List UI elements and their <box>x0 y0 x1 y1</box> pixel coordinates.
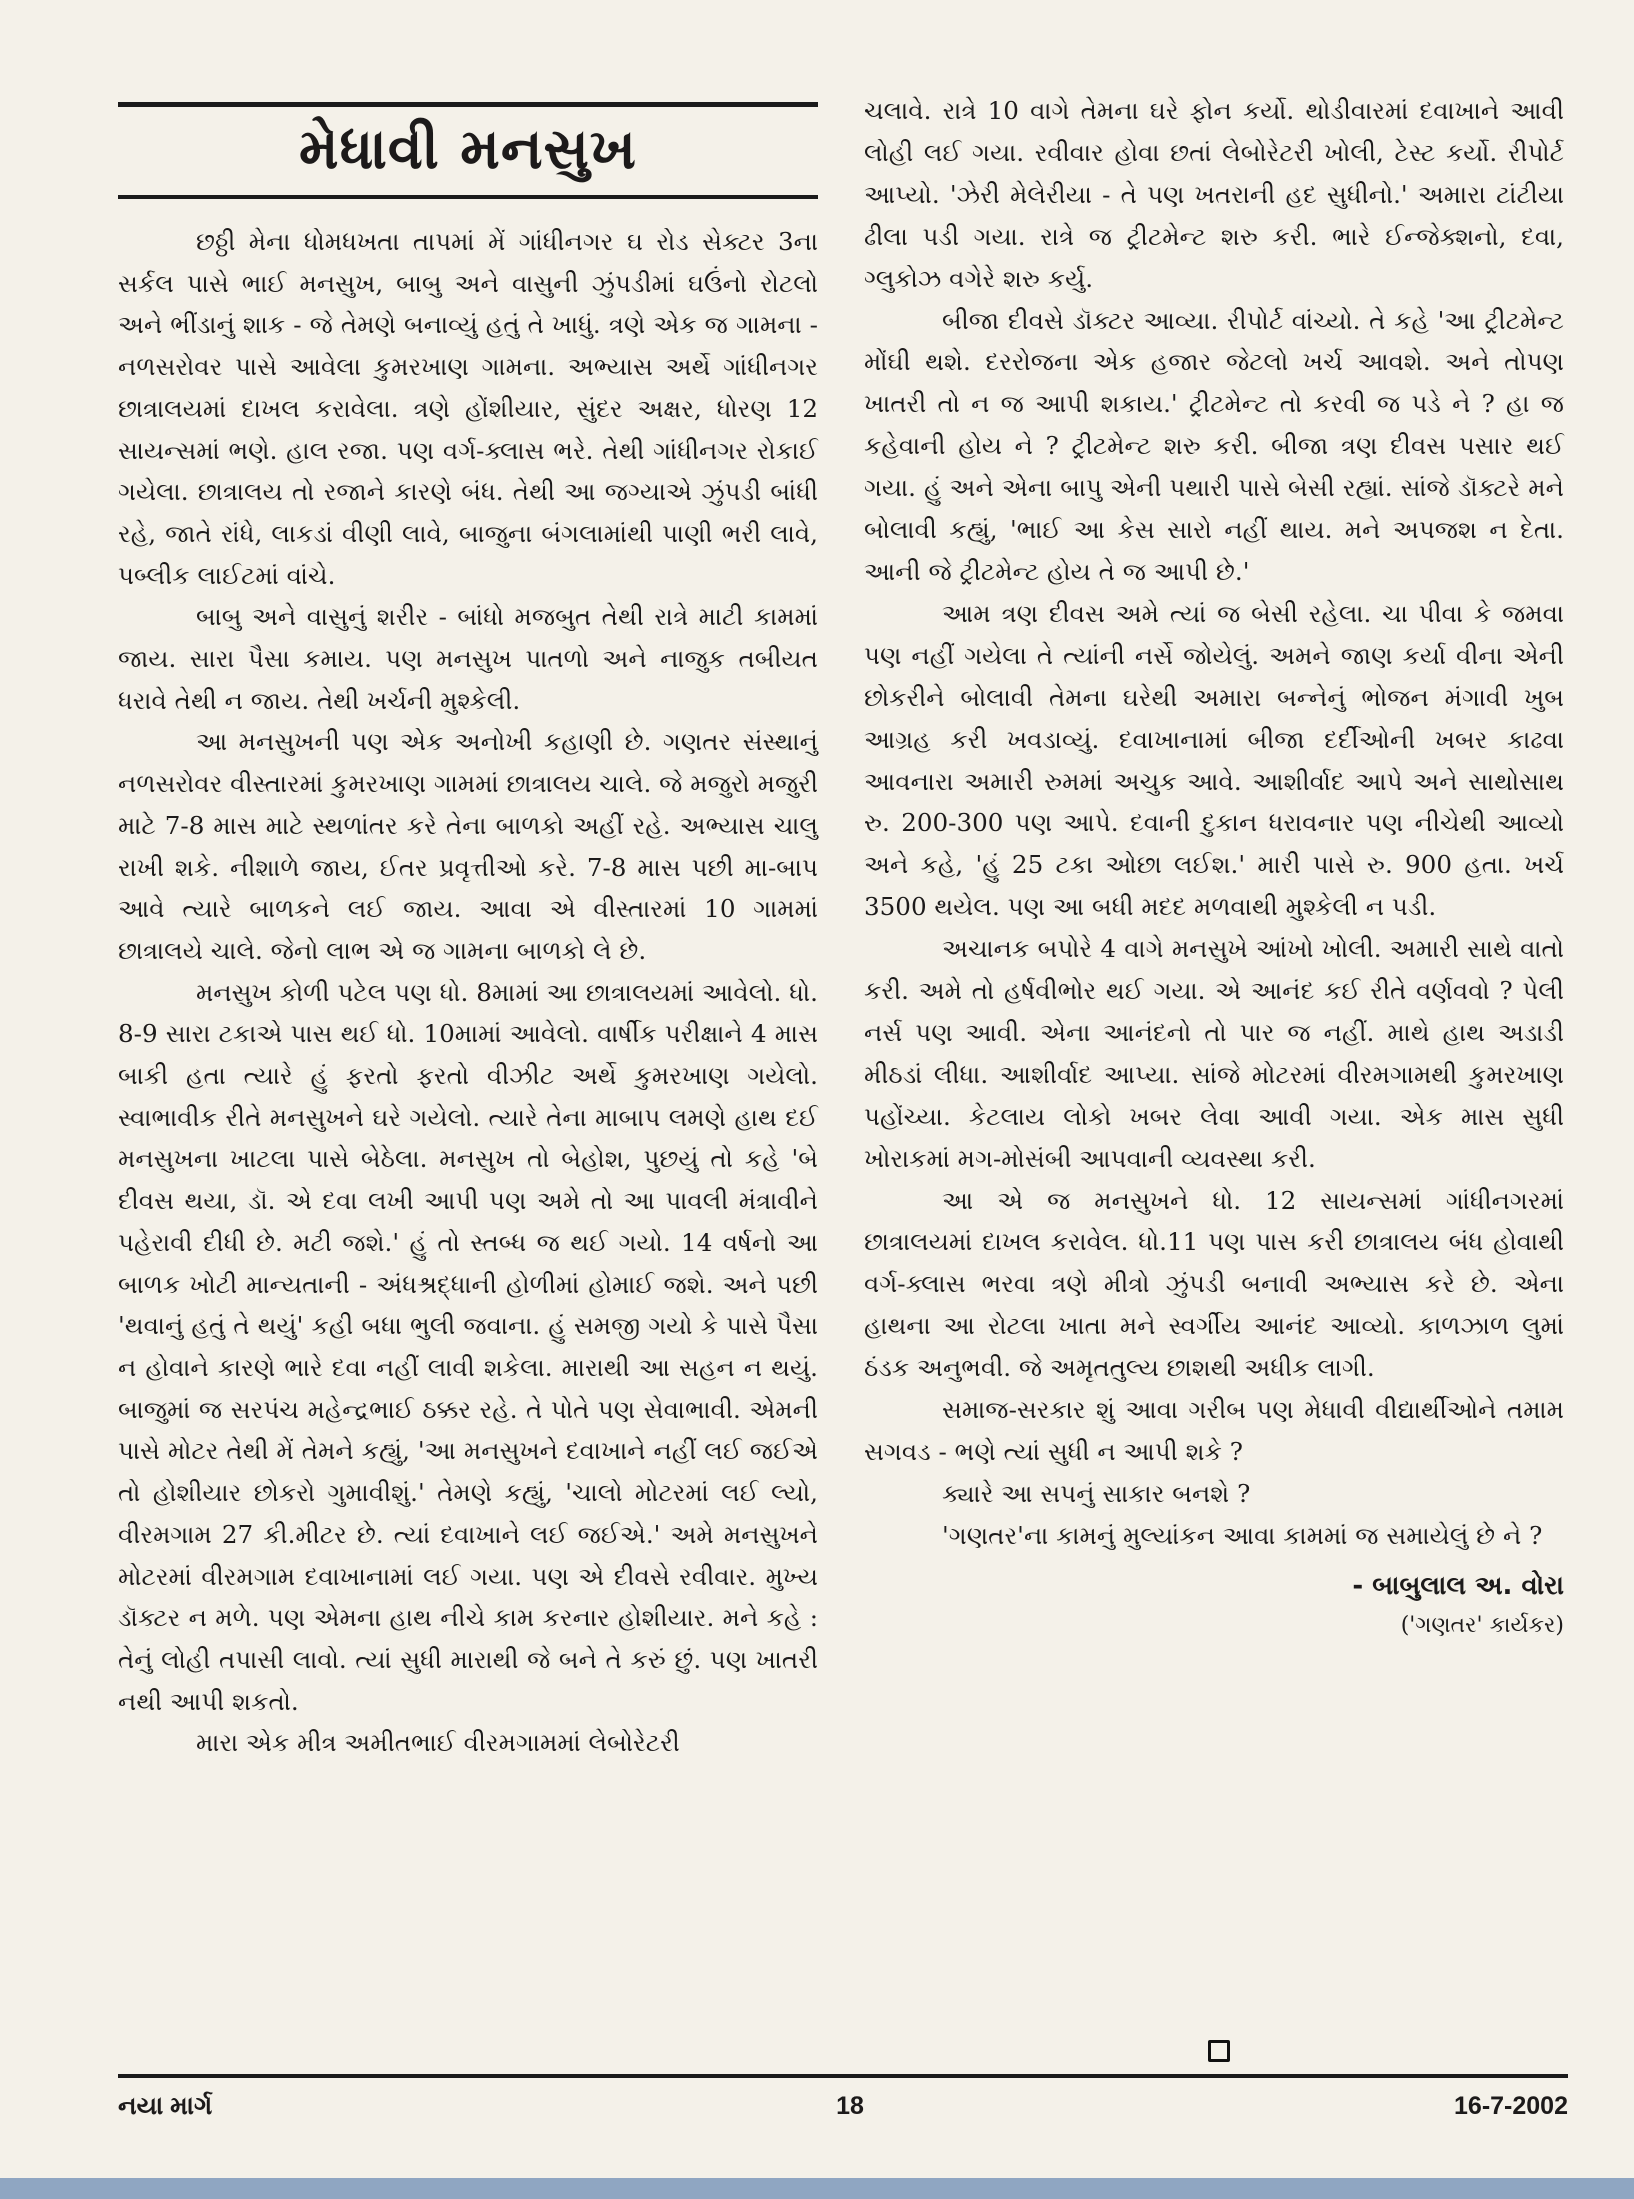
footer-publication: નયા માર્ગ <box>118 2092 213 2120</box>
paragraph: મારા એક મીત્ર અમીતભાઈ વીરમગામમાં લેબોરેટરી <box>196 1728 680 1758</box>
footer-rule <box>118 2074 1568 2078</box>
paragraph: મનસુખ કોળી પટેલ પણ ધો. 8મામાં આ છાત્રાલયમાં આવેલો. ધો. 8-9 સારા ટકાએ પાસ થઈ ધો. 10મામાં આવેલો. વાર્ષીક પરીક્ષાને 4 માસ બાકી હતા ત્યારે હું ફરતો ફરતો વીઝીટ અર્થે કુમરખાણ ગયેલો. સ્વાભાવીક રીતે મનસુખને ઘરે ગયેલો. ત્યારે તેના માબાપ લમણે હાથ દઈ મનસુખના ખાટલા પાસે બેઠેલા. મનસુખ તો બેહોશ, પુછયું તો કહે 'બે દીવસ થયા, ડૉ. એ દવા લખી આપી પણ અમે તો આ પાવલી મંત્રાવીને પહેરાવી દીધી છે. મટી જશે.' હું તો સ્તબ્ધ જ થઈ ગયો. 14 વર્ષનો આ બાળક ખોટી માન્યતાની - અંધશ્રદ્ધાની હોળીમાં હોમાઈ જશે. અને પછી 'થવાનું હતું તે થયું' કહી બધા ભુલી જવાના. હું સમજી ગયો કે પાસે પૈસા ન હોવાને કારણે ભારે દવા નહીં લાવી શકેલા. મારાથી આ સહન ન થયું. બાજુમાં જ સરપંચ મહેન્દ્રભાઈ ઠક્કર રહે. તે પોતે પણ સેવાભાવી. એમની પાસે મોટર તેથી મેં તેમને કહ્યું, 'આ મનસુખને દવાખાને નહીં લઈ જઈએ તો હોશીયાર છોકરો ગુમાવીશું.' તેમણે કહ્યું, 'ચાલો મોટરમાં લઈ લ્યો, વીરમગામ 27 કી.મીટર છે. ત્યાં દવાખાને લઈ જઈએ.' અમે મનસુખને મોટરમાં વીરમગામ દવાખાનામાં લઈ ગયા. પણ એ દીવસે રવીવાર. મુખ્ય ડૉક્ટર ન મળે. પણ એમના હાથ નીચે કામ કરનાર હોશીયાર. મને કહે : તેનું લોહી તપાસી લાવો. ત્યાં સુધી મારાથી જે બને તે કરું છું. પણ ખાતરી નથી આપી શકતો. <box>118 977 818 1716</box>
footer-page-number: 18 <box>836 2092 864 2120</box>
paragraph: આ એ જ મનસુખને ધો. 12 સાયન્સમાં ગાંધીનગરમાં છાત્રાલયમાં દાખલ કરાવેલ. ધો.11 પણ પાસ કરી છાત્રાલય બંધ હોવાથી વર્ગ-ક્લાસ ભરવા ત્રણે મીત્રો ઝુંપડી બનાવી અભ્યાસ કરે છે. એના હાથના આ રોટલા ખાતા મને સ્વર્ગીય આનંદ આવ્યો. કાળઝાળ લુમાં ઠંડક અનુભવી. જે અમૃતતુલ્ય છાશથી અધીક લાગી. <box>864 1185 1564 1383</box>
end-of-article-icon <box>1208 2040 1230 2062</box>
title-bottom-rule <box>118 195 818 199</box>
right-column <box>864 90 1564 1645</box>
paragraph: અચાનક બપોરે 4 વાગે મનસુખે આંખો ખોલી. અમારી સાથે વાતો કરી. અમે તો હર્ષવીભોર થઈ ગયા. એ આનંદ કઈ રીતે વર્ણવવો ? પેલી નર્સ પણ આવી. એના આનંદનો તો પાર જ નહીં. માથે હાથ અડાડી મીઠડાં લીધા. આશીર્વાદ આપ્યા. સાંજે મોટરમાં વીરમગામથી કુમરખાણ પહોંચ્યા. કેટલાય લોકો ખબર લેવા આવી ગયા. એક માસ સુધી ખોરાકમાં મગ-મોસંબી આપવાની વ્યવસ્થા કરી. <box>864 934 1564 1173</box>
paragraph-continued: ચલાવે. રાત્રે 10 વાગે તેમના ઘરે ફોન કર્યો. થોડીવારમાં દવાખાને આવી લોહી લઈ ગયા. રવીવાર હોવા છતાં લેબોરેટરી ખોલી, ટેસ્ટ કર્યો. રીપોર્ટ આપ્યો. 'ઝેરી મેલેરીયા - તે પણ ખતરાની હદ સુધીનો.' અમારા ટાંટીયા ઢીલા પડી ગયા. રાત્રે જ ટ્રીટમેન્ટ શરુ કરી. ભારે ઈન્જેક્શનો, દવા, ગ્લુકોઝ વગેરે શરુ કર્યુ. <box>864 96 1564 293</box>
paragraph: ક્યારે આ સપનું સાકાર બનશે ? <box>942 1478 1251 1508</box>
paragraph: બાબુ અને વાસુનું શરીર - બાંધો મજબુત તેથી રાત્રે માટી કામમાં જાય. સારા પૈસા કમાય. પણ મનસુખ પાતળો અને નાજુક તબીયત ધરાવે તેથી ન જાય. તેથી ખર્ચની મુશ્કેલી. <box>118 602 818 715</box>
author-name: - બાબુલાલ અ. વોરા <box>1352 1570 1564 1601</box>
left-column <box>118 100 818 1764</box>
paragraph: આમ ત્રણ દીવસ અમે ત્યાં જ બેસી રહેલા. ચા પીવા કે જમવા પણ નહીં ગયેલા તે ત્યાંની નર્સે જોયેલું. અમને જાણ કર્યા વીના એની છોકરીને બોલાવી તેમના ઘરેથી અમારા બન્નેનું ભોજન મંગાવી ખુબ આગ્રહ કરી ખવડાવ્યું. દવાખાનામાં બીજા દર્દીઓની ખબર કાઢવા આવનારા અમારી રુમમાં અચુક આવે. આશીર્વાદ આપે અને સાથોસાથ રુ. 200-300 પણ આપે. દવાની દુકાન ધરાવનાર પણ નીચેથી આવ્યો અને કહે, 'હું 25 ટકા ઓછા લઈશ.' મારી પાસે રુ. 900 હતા. ખર્ચ 3500 થયેલ. પણ આ બધી મદદ મળવાથી મુશ્કેલી ન પડી. <box>864 598 1564 922</box>
footer-date: 16-7-2002 <box>1454 2092 1568 2120</box>
paragraph: આ મનસુખની પણ એક અનોખી કહાણી છે. ગણતર સંસ્થાનું નળસરોવર વીસ્તારમાં કુમરખાણ ગામમાં છાત્રાલય ચાલે. જે મજુરો મજુરી માટે 7-8 માસ માટે સ્થળાંતર કરે તેના બાળકો અહીં રહે. અભ્યાસ ચાલુ રાખી શકે. નીશાળે જાય, ઈતર પ્રવૃત્તીઓ કરે. 7-8 માસ પછી મા-બાપ આવે ત્યારે બાળકને લઈ જાય. આવા એ વીસ્તારમાં 10 ગામમાં છાત્રાલયે ચાલે. જેનો લાભ એ જ ગામના બાળકો લે છે. <box>118 727 818 965</box>
paragraph: 'ગણતર'ના કામનું મુલ્યાંકન આવા કામમાં જ સમાયેલું છે ને ? <box>942 1520 1543 1550</box>
paragraph: છઠ્ઠી મેના ધોમધખતા તાપમાં મેં ગાંધીનગર ઘ રોડ સેક્ટર 3ના સર્કલ પાસે ભાઈ મનસુખ, બાબુ અને વાસુની ઝુંપડીમાં ઘઉંનો રોટલો અને ભીંડાનું શાક - જે તેમણે બનાવ્યું હતું તે ખાધું. ત્રણે એક જ ગામના - નળસરોવર પાસે આવેલા કુમરખાણ ગામના. અભ્યાસ અર્થે ગાંધીનગર છાત્રાલયમાં દાખલ કરાવેલા. ત્રણે હોંશીયાર, સુંદર અક્ષર, ધોરણ 12 સાયન્સમાં ભણે. હાલ રજા. પણ વર્ગ-ક્લાસ ભરે. તેથી ગાંધીનગર રોકાઈ ગયેલા. છાત્રાલય તો રજાને કારણે બંધ. તેથી આ જગ્યાએ ઝુંપડી બાંધી રહે, જાતે રાંધે, લાકડાં વીણી લાવે, બાજુના બંગલામાંથી પાણી ભરી લાવે, પબ્લીક લાઈટમાં વાંચે. <box>118 227 818 590</box>
article-title: મેધાવી મનસુખ <box>299 117 637 182</box>
scan-edge <box>0 2178 1634 2199</box>
paragraph: સમાજ-સરકાર શું આવા ગરીબ પણ મેધાવી વીદ્યાર્થીઓને તમામ સગવડ - ભણે ત્યાં સુધી ન આપી શકે ? <box>864 1395 1564 1466</box>
paragraph: બીજા દીવસે ડૉક્ટર આવ્યા. રીપોર્ટ વાંચ્યો. તે કહે 'આ ટ્રીટમેન્ટ મોંઘી થશે. દરરોજના એક હજાર જેટલો ખર્ચ આવશે. અને તોપણ ખાતરી તો ન જ આપી શકાય.' ટ્રીટમેન્ટ તો કરવી જ પડે ને ? હા જ કહેવાની હોય ને ? ટ્રીટમેન્ટ શરુ કરી. બીજા ત્રણ દીવસ પસાર થઈ ગયા. હું અને એના બાપુ એની પથારી પાસે બેસી રહ્યાં. સાંજે ડૉક્ટરે મને બોલાવી કહ્યું, 'ભાઈ આ કેસ સારો નહીં થાય. મને અપજશ ન દેતા. આની જે ટ્રીટમેન્ટ હોય તે જ આપી છે.' <box>864 305 1564 586</box>
author-role: ('ગણતર' કાર્યકર) <box>1400 1612 1564 1638</box>
